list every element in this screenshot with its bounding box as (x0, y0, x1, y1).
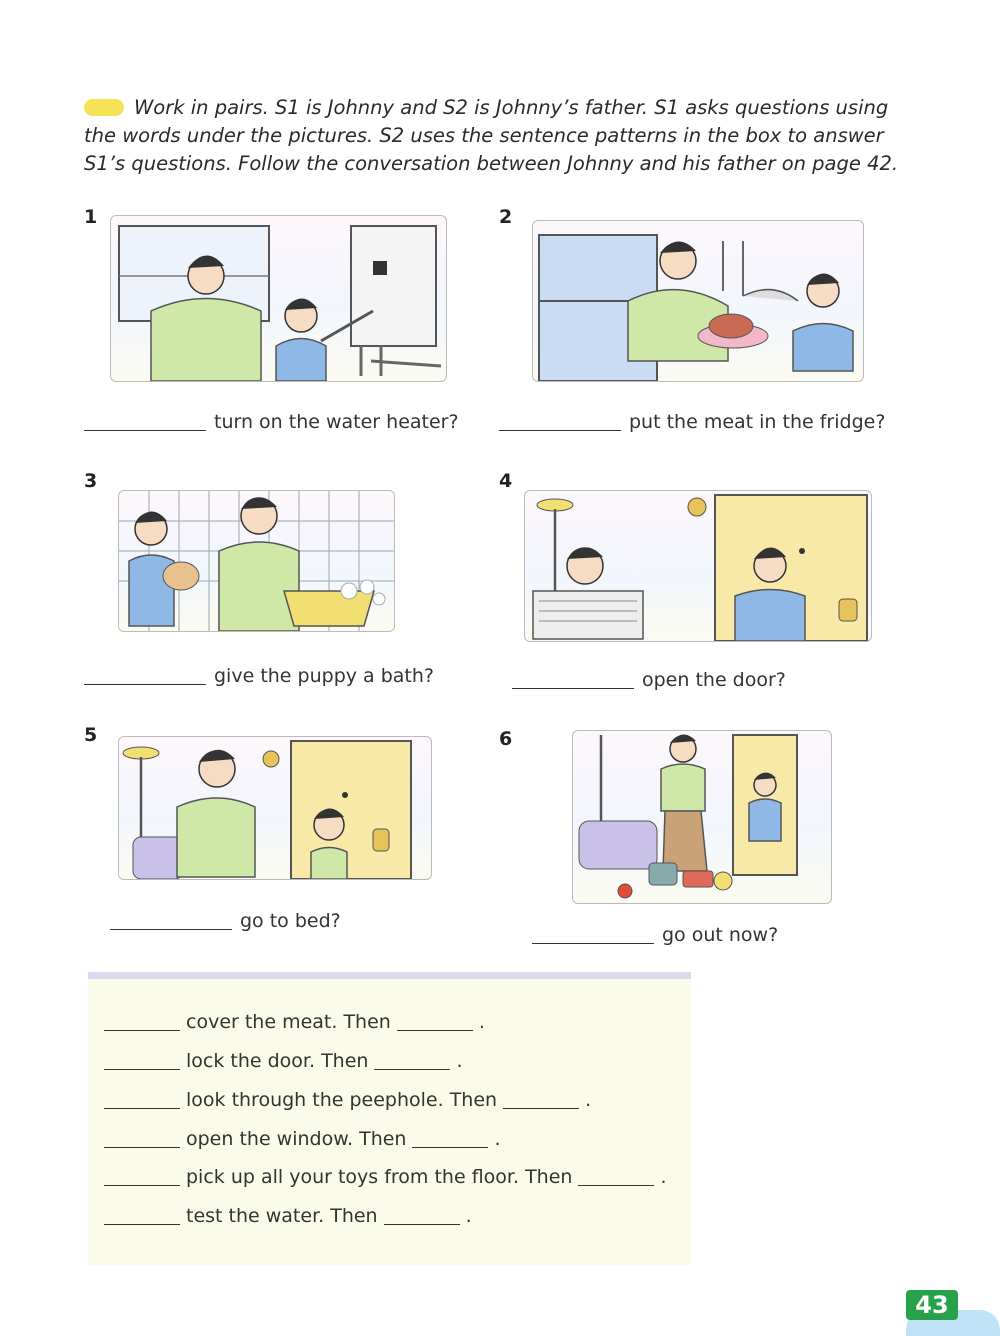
pattern-blank[interactable] (104, 1147, 180, 1148)
pair-work-marker-icon (84, 99, 124, 116)
sentence-patterns-box (88, 972, 691, 1265)
pattern-blank[interactable] (384, 1224, 460, 1225)
pattern-blank[interactable] (374, 1069, 450, 1070)
pattern-line-4: open the window. Then . (104, 1128, 501, 1150)
picture-number-1: 1 (84, 206, 98, 228)
question-2: put the meat in the fridge? (499, 411, 885, 433)
question-5: go to bed? (110, 910, 341, 932)
pattern-blank[interactable] (578, 1185, 654, 1186)
picture-number-2: 2 (499, 206, 513, 228)
puppy-bath-illustration (119, 491, 394, 631)
picture-2-meat-fridge (532, 220, 864, 382)
answer-blank-4[interactable] (512, 688, 634, 689)
question-4: open the door? (512, 669, 786, 691)
pattern-blank[interactable] (397, 1030, 473, 1031)
fridge-meat-illustration (533, 221, 863, 381)
toys-floor-illustration (573, 731, 831, 903)
pattern-line-3: look through the peephole. Then . (104, 1089, 591, 1111)
answer-blank-1[interactable] (84, 430, 206, 431)
answer-blank-2[interactable] (499, 430, 621, 431)
door-newspaper-illustration (525, 491, 871, 641)
answer-blank-5[interactable] (110, 929, 232, 930)
pattern-blank[interactable] (104, 1069, 180, 1070)
picture-number-5: 5 (84, 724, 98, 746)
question-6: go out now? (532, 924, 778, 946)
picture-number-6: 6 (499, 728, 513, 750)
pattern-blank[interactable] (104, 1108, 180, 1109)
picture-number-4: 4 (499, 470, 513, 492)
page-number: 43 (906, 1290, 958, 1320)
picture-3-puppy-bath (118, 490, 395, 632)
question-3: give the puppy a bath? (84, 665, 434, 687)
bedtime-illustration (119, 737, 431, 879)
instructions: Work in pairs. S1 is Johnny and S2 is Johnny’s father. S1 asks questions using the words under the pictures. S2 uses the sentence patterns in the box to answer S1’s questions. Follow the conversation between Johnny and his father on page 42. (84, 96, 899, 175)
picture-6-go-out (572, 730, 832, 904)
answer-blank-3[interactable] (84, 684, 206, 685)
picture-number-3: 3 (84, 470, 98, 492)
pattern-line-2: lock the door. Then . (104, 1050, 463, 1072)
answer-blank-6[interactable] (532, 943, 654, 944)
picture-1-water-heater (110, 215, 447, 382)
pattern-blank[interactable] (412, 1147, 488, 1148)
water-heater-illustration (111, 216, 446, 381)
pattern-line-6: test the water. Then . (104, 1205, 472, 1227)
pattern-blank[interactable] (104, 1030, 180, 1031)
pattern-blank[interactable] (503, 1108, 579, 1109)
pattern-blank[interactable] (104, 1185, 180, 1186)
pattern-blank[interactable] (104, 1224, 180, 1225)
pattern-line-5: pick up all your toys from the floor. Then . (104, 1166, 667, 1188)
picture-5-go-to-bed (118, 736, 432, 880)
picture-4-open-door (524, 490, 872, 642)
question-1: turn on the water heater? (84, 411, 459, 433)
pattern-line-1: cover the meat. Then . (104, 1011, 485, 1033)
